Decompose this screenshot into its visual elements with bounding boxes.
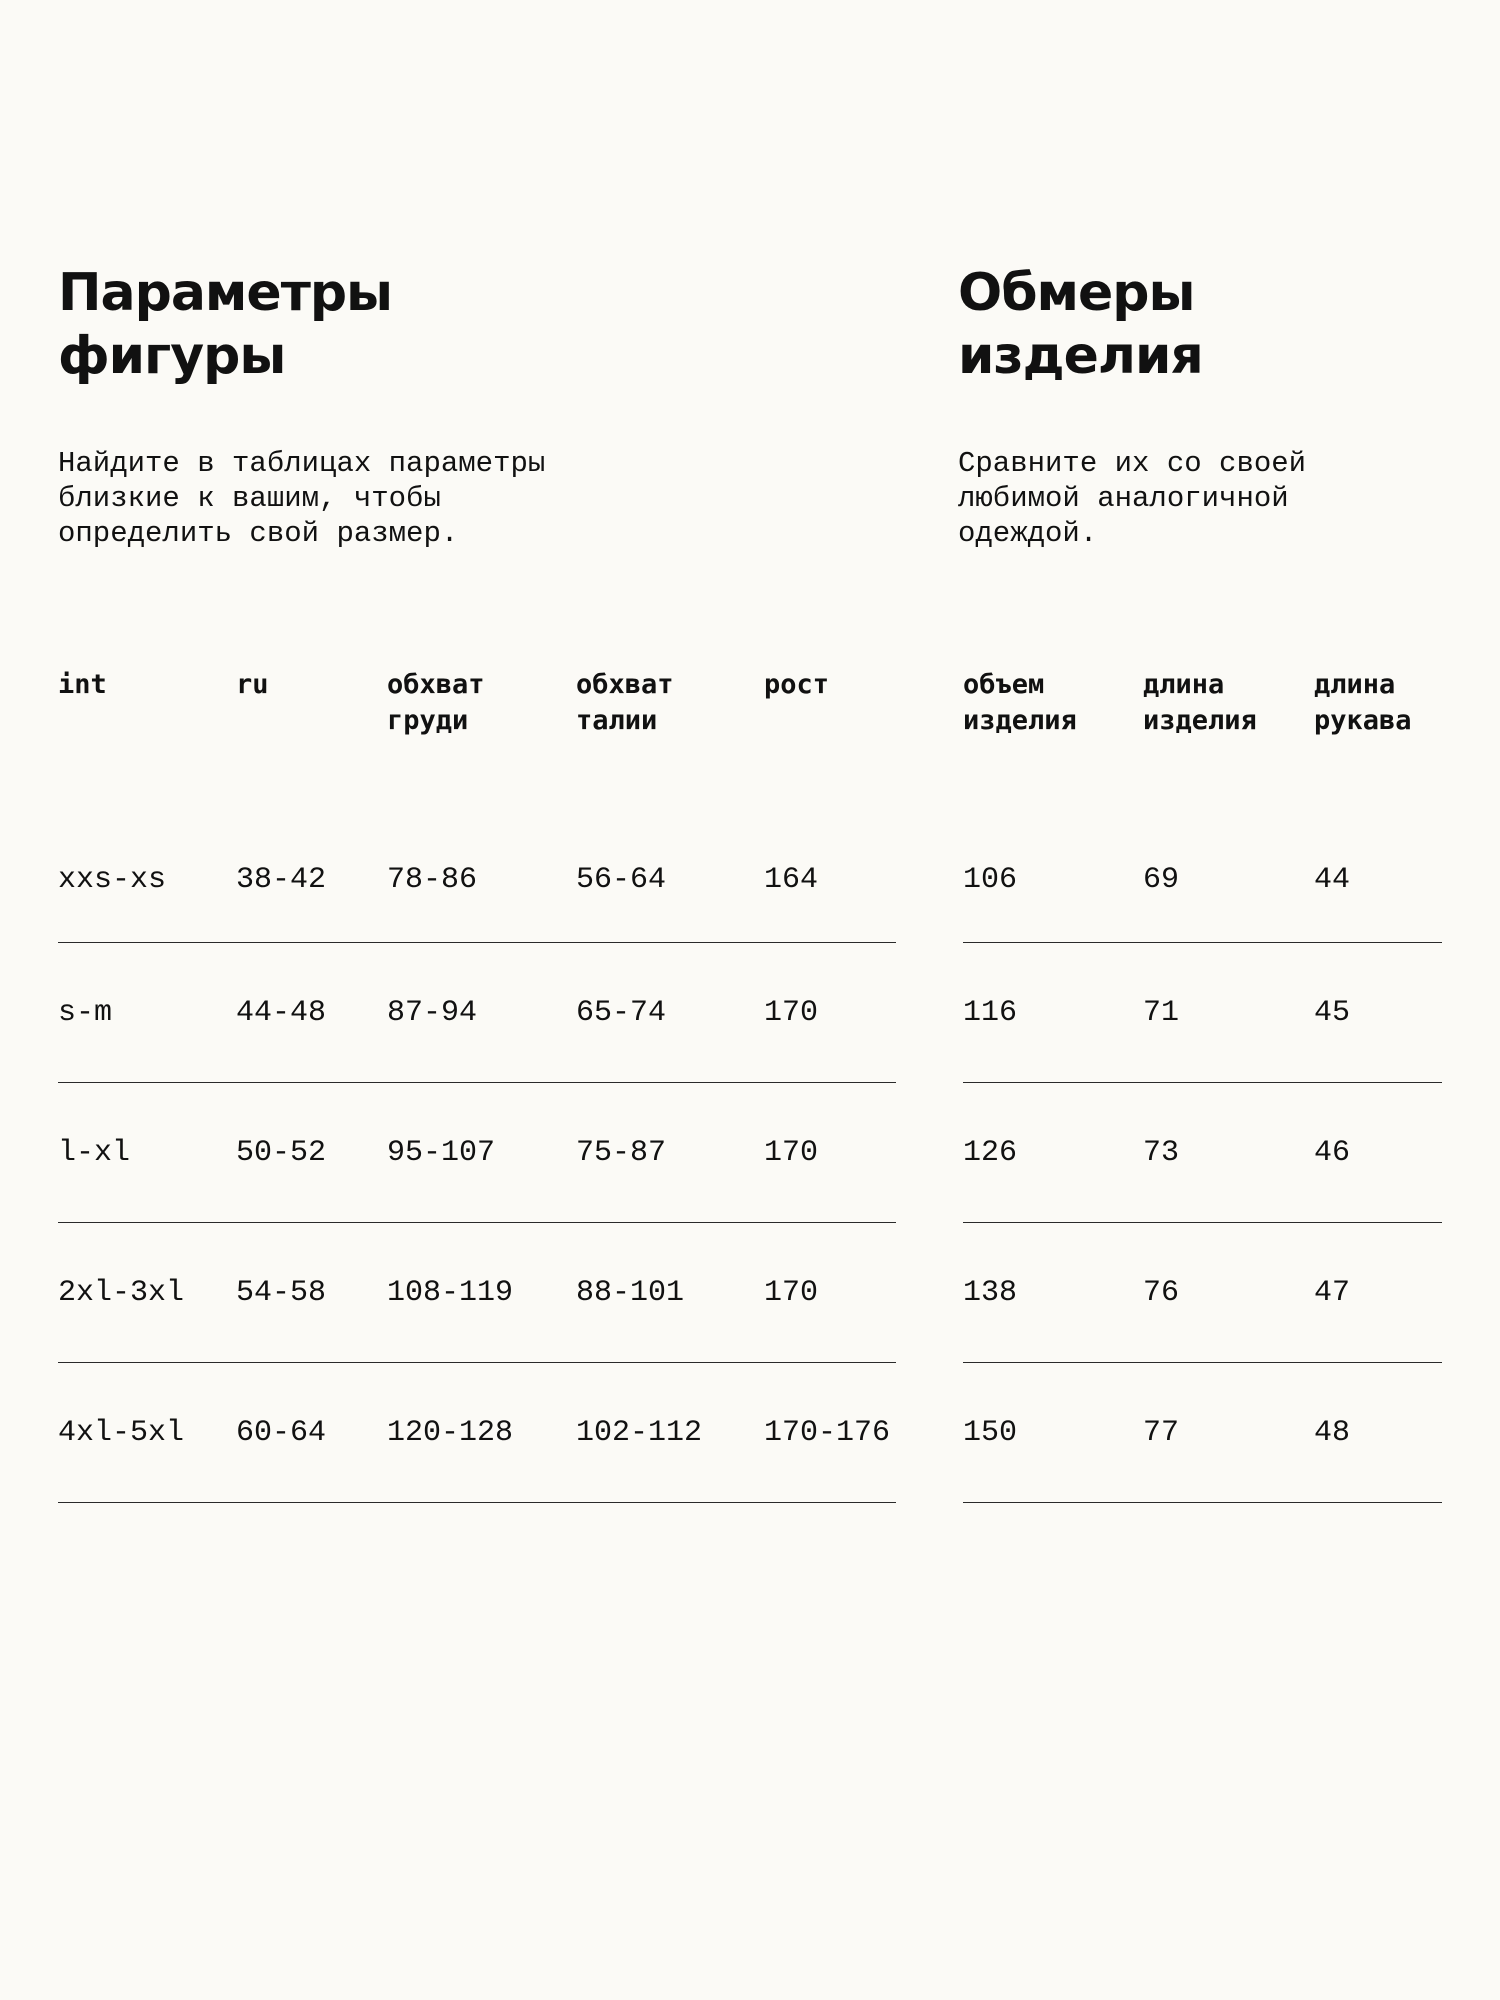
table-cell: 45 [1314, 943, 1442, 1083]
table-row [58, 1363, 896, 1503]
table-row [58, 817, 896, 943]
column-header-chest: обхват груди [387, 669, 485, 736]
table-cell: 170-176 [764, 1363, 896, 1503]
table-cell: 44 [1314, 817, 1442, 943]
table-row [963, 1363, 1442, 1503]
table-header-row [58, 667, 896, 817]
table-cell: 116 [963, 943, 1143, 1083]
table-cell: 2xl-3xl [58, 1223, 236, 1363]
garment-measurements-description: Сравните их со своей любимой аналогичной одеждой. [958, 447, 1307, 550]
table-cell: 50-52 [236, 1083, 387, 1223]
table-cell: 73 [1143, 1083, 1314, 1223]
table-cell: 138 [963, 1223, 1143, 1363]
table-cell: xxs-xs [58, 817, 236, 943]
table-row [963, 817, 1442, 943]
garment-measurements-title: Обмеры изделия [958, 263, 1203, 386]
table-row [58, 943, 896, 1083]
table-row [963, 1223, 1442, 1363]
table-cell: 102-112 [576, 1363, 764, 1503]
table-cell: 75-87 [576, 1083, 764, 1223]
table-row [963, 1083, 1442, 1223]
body-params-description: Найдите в таблицах параметры близкие к вашим, чтобы определить свой размер. [58, 447, 546, 550]
table-cell: 87-94 [387, 943, 576, 1083]
table-cell: 69 [1143, 817, 1314, 943]
table-cell: 56-64 [576, 817, 764, 943]
table-cell: 170 [764, 1223, 896, 1363]
table-cell: 38-42 [236, 817, 387, 943]
table-cell: 106 [963, 817, 1143, 943]
column-header-garment-volume: объем изделия [963, 669, 1077, 736]
table-cell: 54-58 [236, 1223, 387, 1363]
table-cell: 170 [764, 943, 896, 1083]
garment-measurements-table [963, 667, 1442, 1503]
table-cell: 88-101 [576, 1223, 764, 1363]
table-cell: 78-86 [387, 817, 576, 943]
table-cell: 44-48 [236, 943, 387, 1083]
table-cell: 164 [764, 817, 896, 943]
table-row [58, 1223, 896, 1363]
column-header-int: int [58, 669, 107, 700]
table-cell: 46 [1314, 1083, 1442, 1223]
table-cell: 77 [1143, 1363, 1314, 1503]
body-params-table [58, 667, 896, 1503]
table-header-row [963, 667, 1442, 817]
table-cell: 170 [764, 1083, 896, 1223]
table-cell: 126 [963, 1083, 1143, 1223]
table-cell: 95-107 [387, 1083, 576, 1223]
table-cell: l-xl [58, 1083, 236, 1223]
column-header-garment-length: длина изделия [1143, 669, 1257, 736]
body-params-title: Параметры фигуры [58, 263, 393, 386]
table-row [963, 943, 1442, 1083]
table-cell: 76 [1143, 1223, 1314, 1363]
column-header-waist: обхват талии [576, 669, 674, 736]
table-cell: 120-128 [387, 1363, 576, 1503]
table-cell: 4xl-5xl [58, 1363, 236, 1503]
table-cell: 60-64 [236, 1363, 387, 1503]
table-cell: s-m [58, 943, 236, 1083]
table-cell: 150 [963, 1363, 1143, 1503]
column-header-sleeve-length: длина рукава [1314, 669, 1412, 736]
column-header-ru: ru [236, 669, 269, 700]
table-cell: 71 [1143, 943, 1314, 1083]
table-cell: 108-119 [387, 1223, 576, 1363]
table-cell: 65-74 [576, 943, 764, 1083]
table-cell: 47 [1314, 1223, 1442, 1363]
table-cell: 48 [1314, 1363, 1442, 1503]
table-row [58, 1083, 896, 1223]
column-header-height: рост [764, 669, 830, 700]
